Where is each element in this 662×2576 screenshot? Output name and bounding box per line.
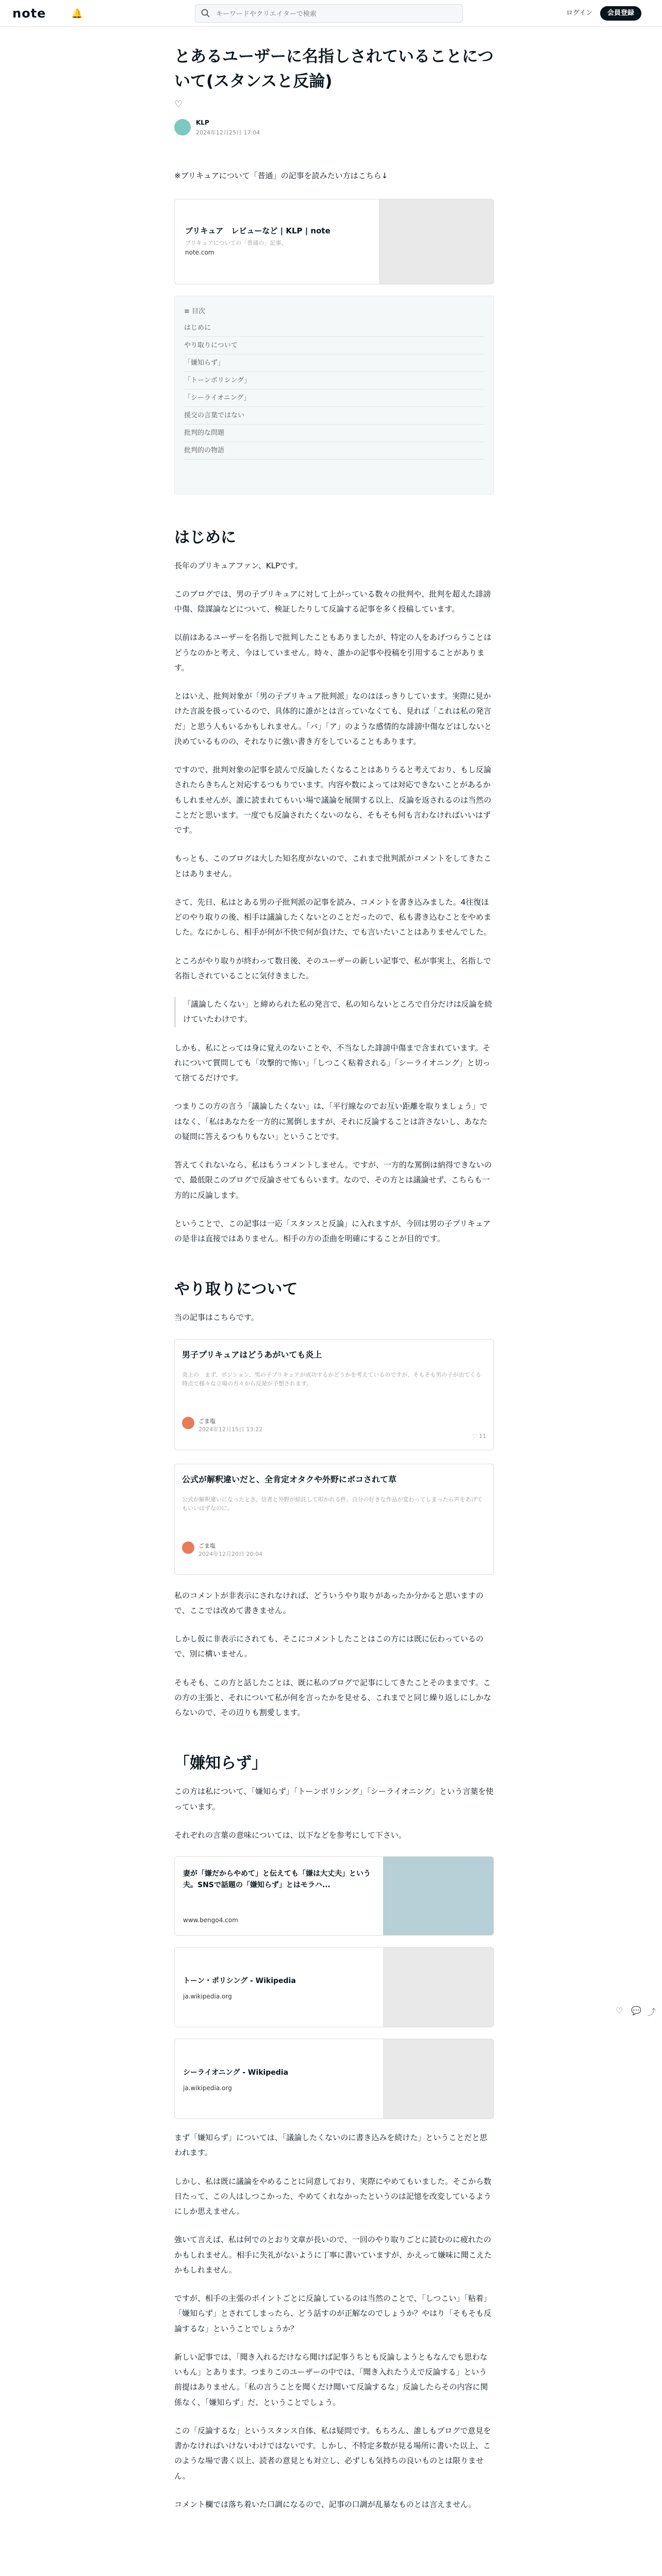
lead-text: ※ブリキュアについて「普通」の記事を読みたい方はこちら↓	[174, 171, 388, 181]
paragraph: コメント欄では落ち着いた口調になるので、記事の口調が乱暴なものとは言えません。	[174, 2499, 476, 2509]
link-card[interactable]	[174, 2039, 494, 2119]
login-button[interactable]: ログイン	[566, 9, 593, 17]
link-title: シーライオニング - Wikipedia	[183, 2069, 289, 2077]
link-thumbnail	[383, 1857, 493, 1935]
toc-item[interactable]: はじめに	[184, 319, 484, 337]
embed-domain: note.com	[185, 248, 214, 256]
section-heading: はじめに	[174, 528, 236, 547]
author-block	[174, 117, 494, 140]
toc-item[interactable]: 「トーンポリシング」	[184, 372, 484, 389]
paragraph: そもそも、この方と話したことは、既に私のブログで記事にしてきたことそのままです。この方の主張と、それについて私が何を言ったかを見せる、これまでと同じ繰り返しにしかならないので、その辺りも割愛します。	[174, 1677, 491, 1718]
paragraph: 当の記事はこちらです。	[174, 1313, 259, 1323]
toc-item[interactable]: 批判的の物語	[184, 442, 484, 460]
toc-item[interactable]: 批判的な問題	[184, 425, 484, 442]
link-domain: www.bengo4.com	[183, 1917, 238, 1924]
note-embed-card[interactable]	[174, 1464, 494, 1575]
paragraph: つまりこの方の言う「議論したくない」は、「平行線なのでお互い距離を取りましょう」ではなく、「私はあなたを一方的に罵倒しますが、それに反論することは許さないし、あなたの疑問に答えるつもりもない」ということです。	[174, 1101, 488, 1141]
link-thumbnail	[383, 2039, 493, 2119]
signup-button[interactable]: 会員登録	[600, 6, 641, 21]
card-author: ごま塩	[198, 1542, 216, 1549]
toc-item[interactable]: やり取りについて	[184, 337, 484, 354]
paragraph: 強いて言えば、私は何でのとおり文章が長いので、一回のやり取りごとに読むのに疲れたのかもしれません。相手に失礼がないように丁寧に書いていますが、かえって嫌味に聞こえたかもしれません。	[174, 2235, 492, 2275]
paragraph: しかし仮に非表示にされても、そこにコメントしたことはこの方には既に伝わっているので、別に構いません。	[174, 1634, 484, 1659]
embed-title: ブリキュア レビューなど | KLP | note	[185, 226, 330, 235]
quote-paragraph: 「議論したくない」と締められた私の発言で、私の知らないところで自分だけは反論を続けていたわけです。	[174, 997, 494, 1027]
toc-item[interactable]: 「シーライオニング」	[184, 389, 484, 407]
card-title: 男子プリキュアはどうあがいても炎上	[182, 1349, 322, 1360]
paragraph: とはいえ、批判対象が「男の子プリキュア批判派」なのはほっきりしています。実際に見かけた言説を扱っているので、具体的に誰がとは言っていなくても、見れば「これは私の発言だ」と思う人もいるかもしれません。「バ」「ア」のような感情的な誹謗中傷などはしないと決めているものの、それなりに強い書き方をしていることもあります。	[174, 691, 492, 746]
paragraph: ということで、この記事は一応「スタンスと反論」に入れますが、今回は男の子プリキュアの是非は直接ではありません。相手の方の歪曲を明確にすることが目的です。	[174, 1218, 491, 1244]
card-excerpt: 公式が解釈違いになったとき、信者と外野が結託して叩かれる件。自分の好きな作品が変わってしまったら声をあげてもいいはずなのに。	[182, 1496, 483, 1512]
heart-icon[interactable]: ♡	[174, 99, 183, 110]
paragraph: このブログでは、男の子プリキュアに対して上がっている数々の批判や、批判を超えた誹謗中傷、陰謀論などについて、検証したりして反論する記事を多く投稿しています。	[174, 589, 491, 614]
paragraph: それぞれの言葉の意味については、以下などを参考にして下さい。	[174, 1830, 406, 1840]
bell-icon[interactable]: 🔔	[71, 8, 83, 19]
card-like-count: ♡ 11	[472, 1432, 486, 1439]
comment-icon[interactable]: 💬	[631, 2006, 641, 2015]
paragraph: この方は私について、「嫌知らず」「トーンポリシング」「シーライオニング」という言葉を使っています。	[174, 1787, 494, 1811]
link-title: 妻が「嫌だからやめて」と伝えても「嫌は大丈夫」という夫。SNSで話題の「嫌知らず」とはモラハ...	[183, 1870, 371, 1890]
paragraph: 新しい記事では、「聞き入れるだけなら聞けば記事うちとも反論しようともなんでも思わないもん」とあります。つまりこのユーザーの中では、「聞き入れたうえで反論する」という前提はありません。「私の言うことを聞くだけ聞いて反論するな」反論したらその内容に関係なく、「嫌知らず」だ、ということでしょう。	[174, 2352, 488, 2407]
toc-item[interactable]: 援交の言葉ではない	[184, 407, 484, 425]
link-card[interactable]	[174, 1856, 494, 1936]
card-date: 2024年12月20日 20:04	[198, 1550, 263, 1557]
link-title: トーン・ポリシング - Wikipedia	[183, 1977, 296, 1986]
paragraph: 長年のプリキュアファン、KLPです。	[174, 561, 303, 570]
search-box[interactable]	[195, 4, 463, 23]
embed-card[interactable]	[174, 199, 494, 284]
paragraph: ですので、批判対象の記事を読んで反論したくなることはありうると考えており、もし反論されたらきちんと対応するつもりでいます。内容や数によっては対応できないことがあるかもしれませんが、誰に読まれてもいい場で議論を展開する以上、反論を返されるのは当然のことだと思います。一度でも反論されたくないのなら、そもそも何も言わなければいいはずです。	[174, 765, 492, 835]
embed-description: ブリキュアについての「普通の」記事。	[185, 239, 287, 246]
paragraph: ですが、相手の主張のポイントごとに反論しているのは当然のことで、「しつこい」「粘着」「嫌知らず」とされてしまったら、どう話すのが正解なのでしょうか？やはり「そもそも反論するな」ということでしょうか？	[174, 2294, 492, 2333]
avatar	[182, 1541, 194, 1554]
link-card[interactable]	[174, 1947, 494, 2027]
note-logo[interactable]: note	[12, 6, 46, 21]
search-icon	[201, 8, 211, 19]
paragraph: 以前はあるユーザーを名指しで批判したこともありましたが、特定の人をあげつらうことはどうなのかと考え、今はしていません。時々、誰かの記事や投稿を引用することがあります。	[174, 633, 492, 672]
paragraph: しかも、私にとっては身に覚えのないことや、不当なした誹謗中傷まで含まれています。それについて質問しても「攻撃的で怖い」「しつこく粘着される」「シーライオニング」と切って捨てるだけです。	[174, 1043, 491, 1083]
table-of-contents	[174, 296, 494, 495]
site-header	[0, 0, 662, 27]
paragraph: 私のコメントが非表示にされなければ、どういうやり取りがあったか分かると思いますので、ここでは改めて書きません。	[174, 1590, 484, 1615]
section-heading: 「嫌知らず」	[174, 1754, 267, 1773]
search-input[interactable]	[216, 8, 453, 20]
toc-item[interactable]: 「嫌知らず」	[184, 354, 484, 372]
publish-date: 2024年12月25日 17:04	[196, 129, 260, 137]
card-title: 公式が解釈違いだと、全肯定オタクや外野にボコされて草	[182, 1474, 397, 1484]
share-icon[interactable]: ⤴	[648, 2007, 656, 2017]
paragraph: 答えてくれないなら、私はもうコメントしません。ですが、一方的な罵倒は納得できないので、最低限このブログで反論させてもらいます。なので、その方とは議論せず、こちらも一方的に反論します。	[174, 1160, 492, 1200]
article-body	[174, 44, 494, 2526]
avatar	[182, 1417, 194, 1429]
avatar[interactable]	[174, 119, 191, 135]
card-date: 2024年12月15日 13:22	[198, 1426, 263, 1433]
author-name[interactable]: KLP	[196, 119, 209, 127]
paragraph: しかし、私は既に議論をやめることに同意しており、実際にやめてもいました。そこから数日たって、この人はしつこかった、やめてくれなかったというのは記憶を改変しているようにしか思えません。	[174, 2176, 492, 2216]
section-heading: やり取りについて	[174, 1280, 298, 1299]
note-embed-card[interactable]	[174, 1339, 494, 1450]
card-excerpt: 炎上の まず、ポジション、男の子プリキュアが成功するかどうかを考えているのですが、そもそも男の子が出てくる時点で様々な立場の方々から反発が予想されます。	[182, 1371, 482, 1387]
link-thumbnail	[383, 1947, 493, 2027]
link-domain: ja.wikipedia.org	[183, 1993, 232, 2001]
toc-heading: ≡ 目次	[184, 307, 206, 315]
article-title: とあるユーザーに名指しされていることについて(スタンスと反論)	[174, 47, 494, 91]
embed-thumbnail	[379, 199, 493, 284]
card-author: ごま塩	[198, 1417, 216, 1425]
paragraph: ところがやり取りが終わって数日後、そのユーザーの新しい記事で、私が事実上、名指しで名指しされていることに気付きました。	[174, 956, 491, 980]
paragraph: もっとも、このブログは大した知名度がないので、これまで批判派がコメントをしてきたことはありません。	[174, 854, 491, 878]
paragraph: さて、先日、私はとある男の子批判派の記事を読み、コメントを書き込みました。4往復ほどのやり取りの後、相手は議論したくないとのことだったので、私も書き込むことをやめました。なにかしら、相手が何が不快で何が負けた、でも言いたいことはありませんでした。	[174, 897, 492, 937]
paragraph: まず「嫌知らず」については、「議論したくないのに書き込みを続けた」ということだと思われます。	[174, 2133, 488, 2158]
like-icon[interactable]: ♡	[616, 2006, 623, 2015]
paragraph: この「反論するな」というスタンス自体、私は疑問です。もちろん、誰しもブログで意見を書かなければいけないわけではないです。しかし、不特定多数が見る場所に書いた以上、このような場で書く以上、読者の意見とも対立し、必ずしも気持ちの良いものとは限りません。	[174, 2426, 491, 2481]
link-domain: ja.wikipedia.org	[183, 2084, 232, 2092]
